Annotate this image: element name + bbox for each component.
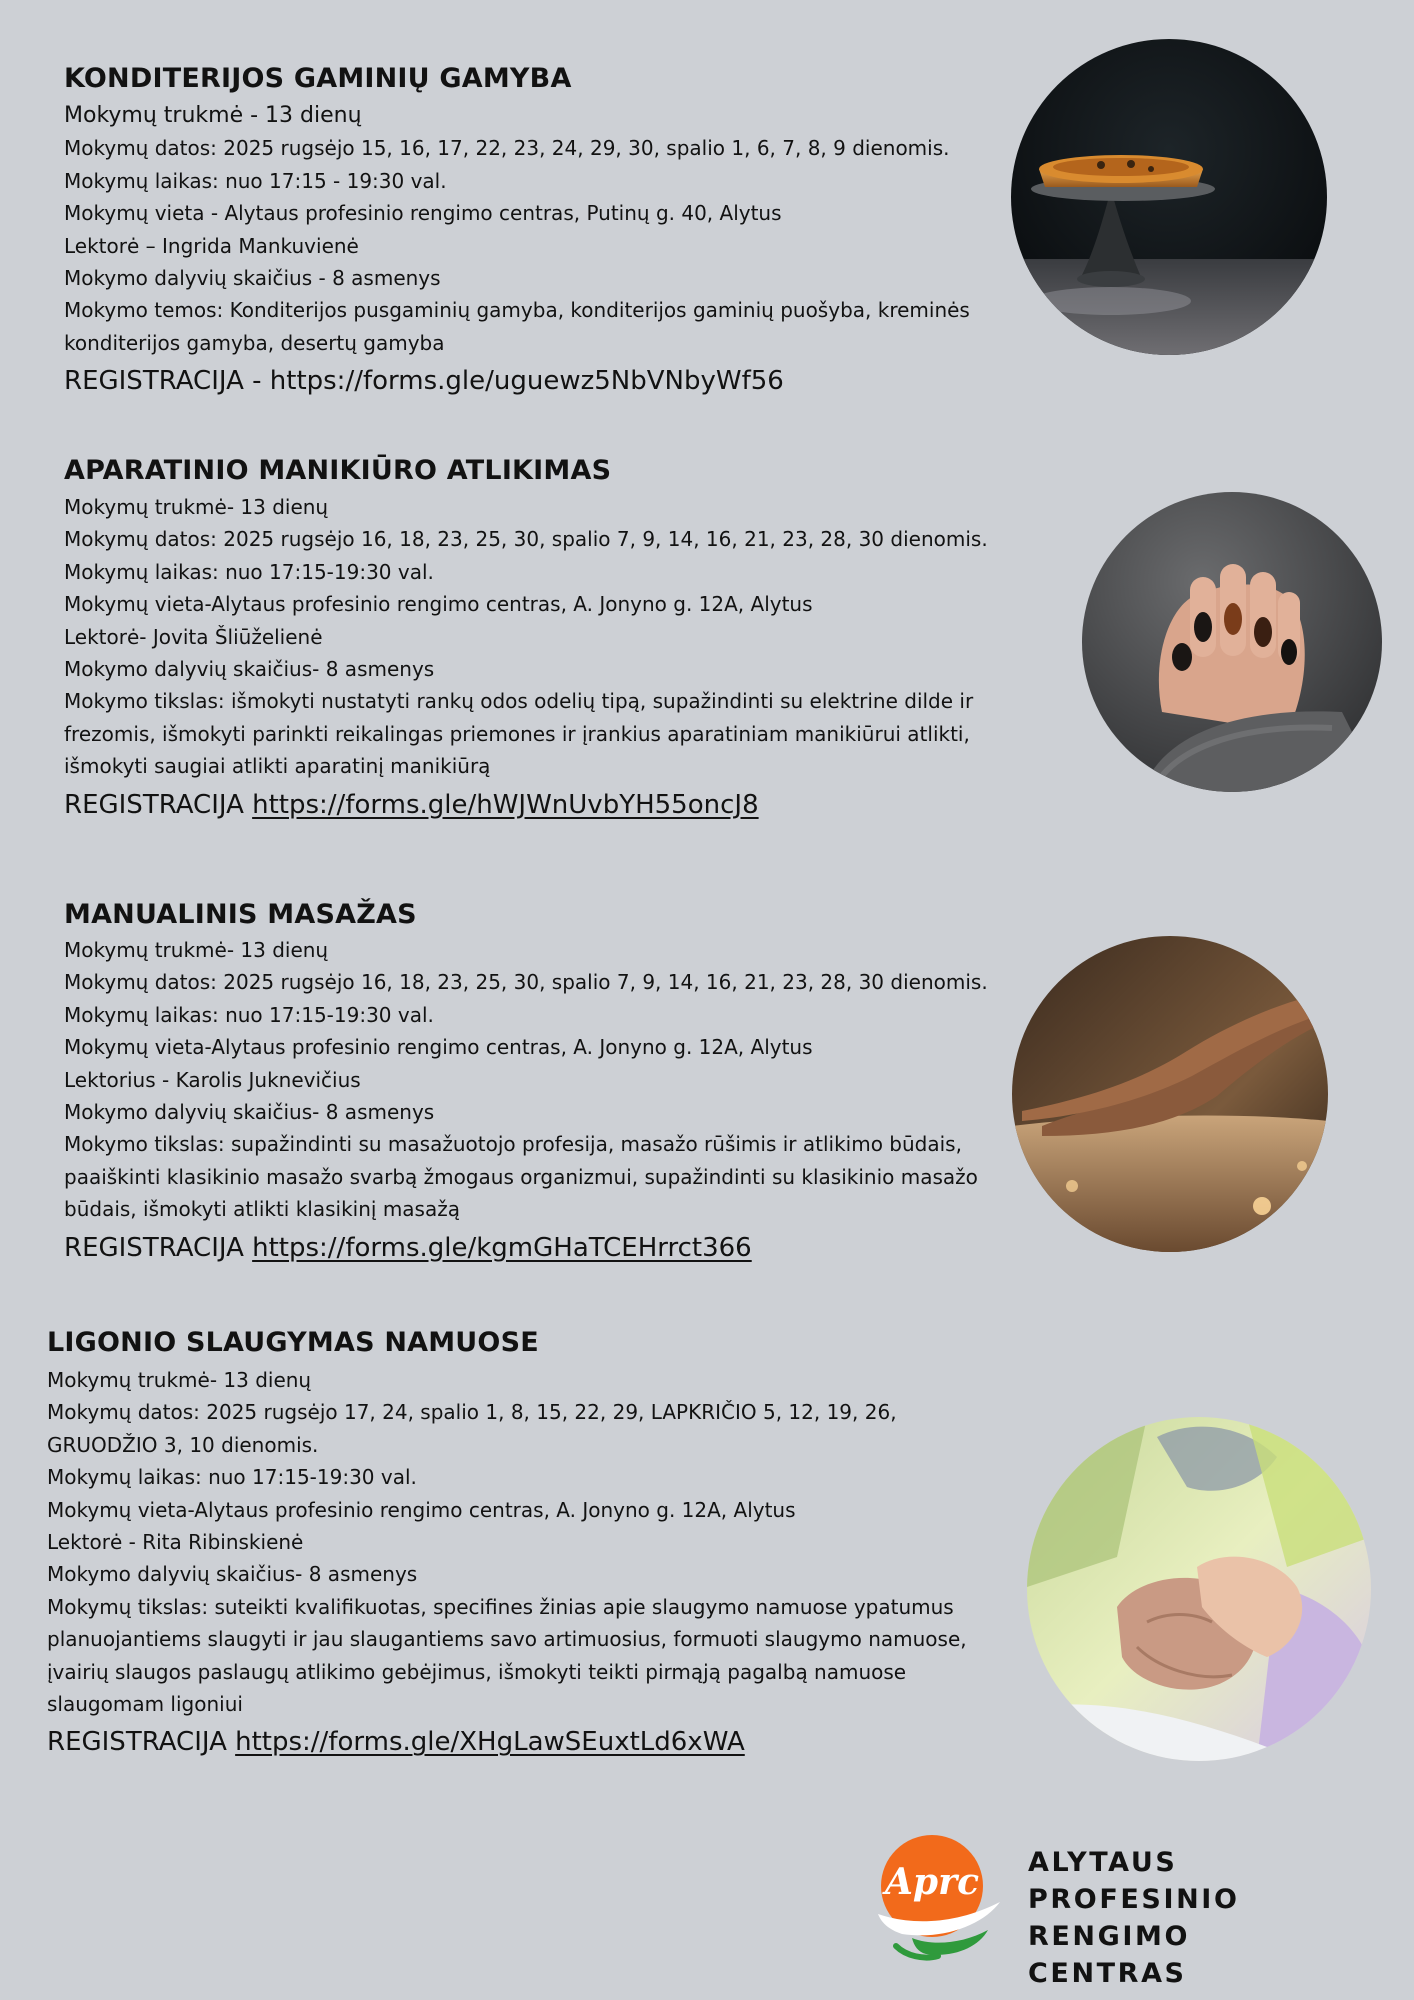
registration-label: REGISTRACIJA <box>64 1232 253 1263</box>
course-title: KONDITERIJOS GAMINIŲ GAMYBA <box>64 63 572 94</box>
course-duration: Mokymų trukmė- 13 dienų <box>47 1368 312 1392</box>
course-lecturer: Lektorė- Jovita Šliūželienė <box>64 624 323 649</box>
aprc-emblem-icon <box>872 1834 1022 1962</box>
aprc-logo <box>872 1834 1392 1989</box>
registration-line <box>64 361 1014 401</box>
course-goal: Mokymo tikslas: išmokyti nustatyti rankų odos odelių tipą, supažindinti su elektrine dilde ir frezomis, išmokyti parinkti reikalingas priemones ir įrankius aparatiniam manikiūrui atlikti, išmokyti saugiai atlikti aparatinį manikiūrą <box>64 689 974 779</box>
course-massage <box>64 896 1014 1268</box>
course-dates: Mokymų datos: 2025 rugsėjo 16, 18, 23, 25, 30, spalio 7, 9, 14, 16, 21, 23, 28, 30 dienomis. <box>64 527 988 552</box>
registration-label: REGISTRACIJA <box>47 1727 236 1758</box>
registration-link[interactable]: https://forms.gle/uguewz5NbVNbyWf56 <box>269 366 784 397</box>
registration-line <box>64 1228 1014 1268</box>
registration-link[interactable]: https://forms.gle/kgmGHaTCEHrrct366 <box>252 1232 752 1263</box>
course-place: Mokymų vieta-Alytaus profesinio rengimo centras, A. Jonyno g. 12A, Alytus <box>64 592 813 617</box>
massage-hands-photo <box>1012 936 1328 1252</box>
course-confectionery <box>64 60 1014 401</box>
course-lecturer: Lektorė – Ingrida Mankuvienė <box>64 233 359 258</box>
course-duration: Mokymų trukmė- 13 dienų <box>64 495 329 519</box>
course-home-nursing <box>47 1324 1017 1762</box>
course-participants: Mokymo dalyvių skaičius- 8 asmenys <box>64 657 435 682</box>
course-place: Mokymų vieta-Alytaus profesinio rengimo centras, A. Jonyno g. 12A, Alytus <box>47 1497 796 1522</box>
course-lecturer: Lektorius - Karolis Juknevičius <box>64 1067 361 1092</box>
course-place: Mokymų vieta-Alytaus profesinio rengimo centras, A. Jonyno g. 12A, Alytus <box>64 1035 813 1060</box>
organization-name <box>1028 1844 1392 1992</box>
org-line-2: PROFESINIO RENGIMO <box>1028 1884 1240 1952</box>
tart-on-cake-stand-photo <box>1011 39 1327 355</box>
registration-link[interactable]: https://forms.gle/XHgLawSEuxtLd6xWA <box>235 1727 745 1758</box>
course-participants: Mokymo dalyvių skaičius - 8 asmenys <box>64 266 441 291</box>
registration-link[interactable]: https://forms.gle/hWJWnUvbYH55oncJ8 <box>252 789 759 820</box>
registration-label: REGISTRACIJA - <box>64 366 270 397</box>
registration-label: REGISTRACIJA <box>64 789 253 820</box>
course-goal: Mokymo tikslas: supažindinti su masažuotojo profesija, masažo rūšimis ir atlikimo būdais, paaiškinti klasikinio masažo svarbą žmogaus organizmui, supažindinti su klasikinio masažo būdais, išmokyti atlikti klasikinį masažą <box>64 1132 978 1222</box>
logo-text: Aprc <box>885 1861 979 1903</box>
course-duration: Mokymų trukmė - 13 dienų <box>64 103 362 128</box>
course-title: MANUALINIS MASAŽAS <box>64 899 417 930</box>
course-dates: Mokymų datos: 2025 rugsėjo 15, 16, 17, 22, 23, 24, 29, 30, spalio 1, 6, 7, 8, 9 dienomis. <box>64 136 950 161</box>
org-line-1: ALYTAUS <box>1028 1847 1178 1878</box>
course-goal: Mokymo temos: Konditerijos pusgaminių gamyba, konditerijos gaminių puošyba, kreminės konditerijos gamyba, desertų gamyba <box>64 298 970 355</box>
course-title: LIGONIO SLAUGYMAS NAMUOSE <box>47 1327 539 1358</box>
course-manicure <box>64 452 1014 825</box>
course-time: Mokymų laikas: nuo 17:15-19:30 val. <box>64 559 434 584</box>
course-dates: Mokymų datos: 2025 rugsėjo 16, 18, 23, 25, 30, spalio 7, 9, 14, 16, 21, 23, 28, 30 dienomis. <box>64 970 988 995</box>
course-participants: Mokymo dalyvių skaičius- 8 asmenys <box>64 1100 435 1125</box>
course-dates: Mokymų datos: 2025 rugsėjo 17, 24, spalio 1, 8, 15, 22, 29, LAPKRIČIO 5, 12, 19, 26, GRUODŽIO 3, 10 dienomis. <box>47 1400 897 1457</box>
course-time: Mokymų laikas: nuo 17:15-19:30 val. <box>64 1002 434 1027</box>
caregiver-holding-hands-photo <box>1027 1417 1371 1761</box>
course-goal: Mokymų tikslas: suteikti kvalifikuotas, specifines žinias apie slaugymo namuose ypatumus planuojantiems slaugyti ir jau slaugantiems savo artimuosius, formuoti slaugymo namuose, įvairių slaugos paslaugų atlikimo gebėjimus, išmokyti teikti pirmąją pagalbą namuose slaugomam ligoniui <box>47 1594 967 1717</box>
registration-line <box>47 1722 1017 1762</box>
course-title: APARATINIO MANIKIŪRO ATLIKIMAS <box>64 455 612 486</box>
course-time: Mokymų laikas: nuo 17:15 - 19:30 val. <box>64 168 447 193</box>
course-time: Mokymų laikas: nuo 17:15-19:30 val. <box>47 1465 417 1490</box>
manicured-hand-photo <box>1082 492 1382 792</box>
course-lecturer: Lektorė - Rita Ribinskienė <box>47 1530 304 1555</box>
course-place: Mokymų vieta - Alytaus profesinio rengimo centras, Putinų g. 40, Alytus <box>64 201 782 226</box>
registration-line <box>64 785 1014 825</box>
course-duration: Mokymų trukmė- 13 dienų <box>64 938 329 962</box>
org-line-3: CENTRAS <box>1028 1958 1187 1989</box>
course-participants: Mokymo dalyvių skaičius- 8 asmenys <box>47 1562 418 1587</box>
